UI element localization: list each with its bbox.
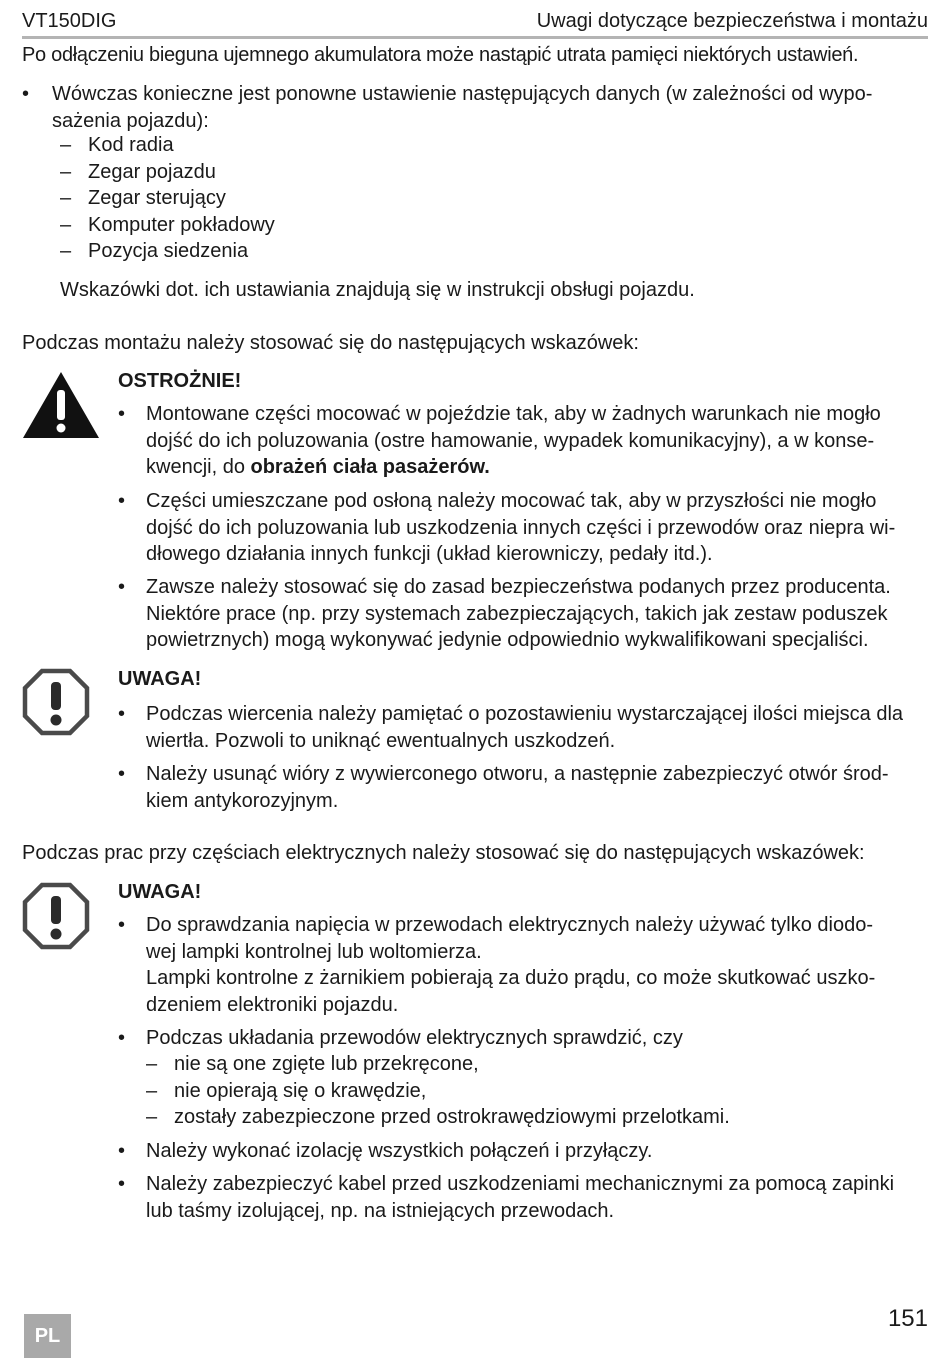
notice-title: UWAGA! [118, 881, 202, 903]
notice1-bullet-2: • Należy usunąć wióry z wywierconego otworu, a następnie zabezpieczyć otwór środ- kiem antykorozyjnym. [118, 763, 889, 812]
settings-note: Wskazówki dot. ich ustawiania znajdują się w instrukcji obsługi pojazdu. [60, 279, 695, 301]
octagon-exclamation-icon [22, 668, 90, 744]
list-item: – nie są one zgięte lub przekręcone, [146, 1053, 479, 1075]
bullet-dot: • [22, 83, 30, 105]
notice2-bullet-1: • Do sprawdzania napięcia w przewodach elektrycznych należy używać tylko diodo- wej lampki kontrolnej lub woltomierza. Lampki kontrolne z żarnikiem pobierają za dużo prądu, co może skutkować uszko- dzeniem elektroniki pojazdu. [118, 914, 876, 1016]
list-item: – nie opierają się o krawędzie, [146, 1079, 427, 1102]
caution-bullet-2: • Części umieszczane pod osłoną należy mocować tak, aby w przyszłości nie mogło dojść do ich poluzowania lub uszkodzenia innych części i przewodów oraz niepra wi- dłowego działania innych funkcji (układ kierowniczy, pedały itd.). [118, 490, 896, 566]
page-number: 151 [887, 1305, 928, 1332]
notice1-bullet-1: • Podczas wiercenia należy pamiętać o pozostawieniu wystarczającej ilości miejsca dla wiertła. Pozwoli to uniknąć ewentualnych uszkodzeń. [118, 703, 904, 752]
emphasis-text: obrażeń ciała pasażerów. [250, 456, 490, 479]
page-header [22, 6, 928, 39]
language-badge: PL [24, 1314, 71, 1358]
list-item: – Zegar sterujący [60, 187, 226, 210]
caution-bullet-3: • Zawsze należy stosować się do zasad bezpieczeństwa podanych przez producenta. Niektóre prace (np. przy systemach zabezpieczających, takich jak zestaw poduszek powietrznych) mogą wykonywać jedynie odpowiednio wykwalifikowani specjaliści. [118, 576, 891, 652]
list-item: – Zegar pojazdu [60, 160, 216, 183]
intro-paragraph: Po odłączeniu bieguna ujemnego akumulatora może nastąpić utrata pamięci niektórych ustawień. [22, 44, 859, 66]
notice2-bullet-2: • Podczas układania przewodów elektrycznych sprawdzić, czy [118, 1027, 683, 1049]
section-title: Uwagi dotyczące bezpieczeństwa i montażu [536, 10, 928, 32]
caution-bullet-1: • Montowane części mocować w pojeździe tak, aby w żadnych warunkach nie mogło dojść do ich poluzowania (ostre hamowanie, wypadek komunikacyjny), a w konse- kwencji, do obrażeń ciała pasażerów. [118, 403, 881, 479]
battery-bullet-line2: sażenia pojazdu): [52, 109, 209, 132]
battery-bullet-line1: Wówczas konieczne jest ponowne ustawienie następujących danych (w zależności od wypo- [52, 83, 873, 105]
list-item: – Pozycja siedzenia [60, 240, 249, 263]
mounting-intro: Podczas montażu należy stosować się do następujących wskazówek: [22, 332, 639, 354]
electrical-intro: Podczas prac przy częściach elektrycznych należy stosować się do następujących wskazówek: [22, 842, 865, 864]
octagon-exclamation-icon [22, 882, 90, 958]
list-item: – Komputer pokładowy [60, 213, 275, 236]
caution-title: OSTROŻNIE! [118, 370, 242, 392]
list-item: – zostały zabezpieczone przed ostrokrawędziowymi przelotkami. [146, 1106, 730, 1129]
document-id: VT150DIG [22, 10, 117, 32]
list-item: – Kod radia [60, 134, 174, 156]
warning-triangle-icon [22, 370, 100, 448]
notice2-bullet-4: • Należy zabezpieczyć kabel przed uszkodzeniami mechanicznymi za pomocą zapinki lub taśmy izolującej, np. na istniejących przewodach. [118, 1173, 895, 1222]
cable-checks-list [146, 1051, 730, 1131]
settings-list [60, 132, 275, 265]
notice2-bullet-3: • Należy wykonać izolację wszystkich połączeń i przyłączy. [118, 1140, 653, 1162]
notice-title: UWAGA! [118, 668, 202, 690]
